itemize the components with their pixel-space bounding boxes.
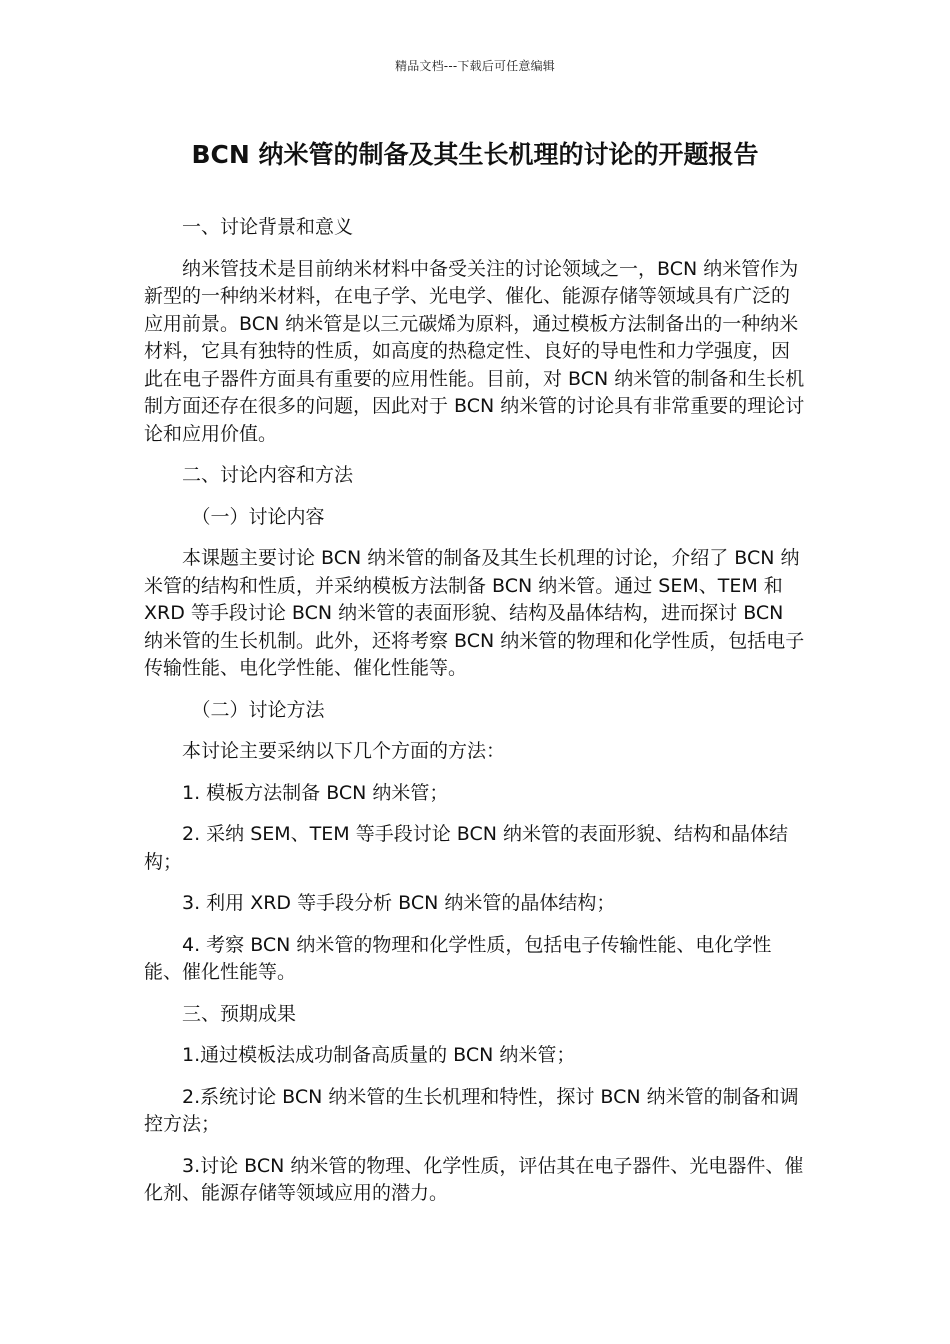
header-note: 精品文档---下载后可任意编辑 (395, 59, 555, 73)
section-2-content-paragraph: 本课题主要讨论 BCN 纳米管的制备及其生长机理的讨论，介绍了 BCN 纳米管的结构和性质，并采纳模板方法制备 BCN 纳米管。通过 SEM、TEM 和 XRD 等手段讨论 BCN 纳米管的表面形貌、结构及晶体结构，进而探讨 BCN 纳米管的生长机制。此外，还将考察 BCN 纳米管的物理和化学性质，包括电子传输性能、电化学性能、催化性能等。 (144, 547, 805, 679)
section-2-subheading-content: （一）讨论内容 (191, 505, 325, 528)
method-item-1: 1. 模板方法制备 BCN 纳米管； (182, 781, 449, 804)
document-body (144, 214, 806, 1222)
section-2-method-intro: 本讨论主要采纳以下几个方面的方法： (182, 740, 506, 762)
method-item-4: 4. 考察 BCN 纳米管的物理和化学性质，包括电子传输性能、电化学性能、催化性能等。 (144, 933, 772, 983)
method-item-3: 3. 利用 XRD 等手段分析 BCN 纳米管的晶体结构； (182, 892, 616, 914)
method-item-2: 2. 采纳 SEM、TEM 等手段讨论 BCN 纳米管的表面形貌、结构和晶体结构； (144, 823, 788, 873)
section-1-heading: 一、讨论背景和意义 (182, 216, 354, 238)
result-item-3: 3.讨论 BCN 纳米管的物理、化学性质，评估其在电子器件、光电器件、催化剂、能源存储等领域应用的潜力。 (144, 1154, 804, 1204)
result-item-2: 2.系统讨论 BCN 纳米管的生长机理和特性，探讨 BCN 纳米管的制备和调控方法； (144, 1085, 799, 1135)
section-1-paragraph: 纳米管技术是目前纳米材料中备受关注的讨论领域之一，BCN 纳米管作为新型的一种纳米材料，在电子学、光电学、催化、能源存储等领域具有广泛的应用前景。BCN 纳米管是以三元碳烯为原料，通过模板方法制备出的一种纳米材料，它具有独特的性质，如高度的热稳定性、良好的导电性和力学强度，因此在电子器件方面具有重要的应用性能。目前，对 BCN 纳米管的制备和生长机制方面还存在很多的问题，因此对于 BCN 纳米管的讨论具有非常重要的理论讨论和应用价值。 (144, 257, 805, 445)
document-title: BCN 纳米管的制备及其生长机理的讨论的开题报告 (191, 140, 759, 169)
section-2-heading: 二、讨论内容和方法 (182, 464, 354, 486)
result-item-1: 1.通过模板法成功制备高质量的 BCN 纳米管； (182, 1044, 576, 1066)
section-3-heading: 三、预期成果 (182, 1002, 297, 1025)
section-2-subheading-method: （二）讨论方法 (191, 698, 325, 721)
